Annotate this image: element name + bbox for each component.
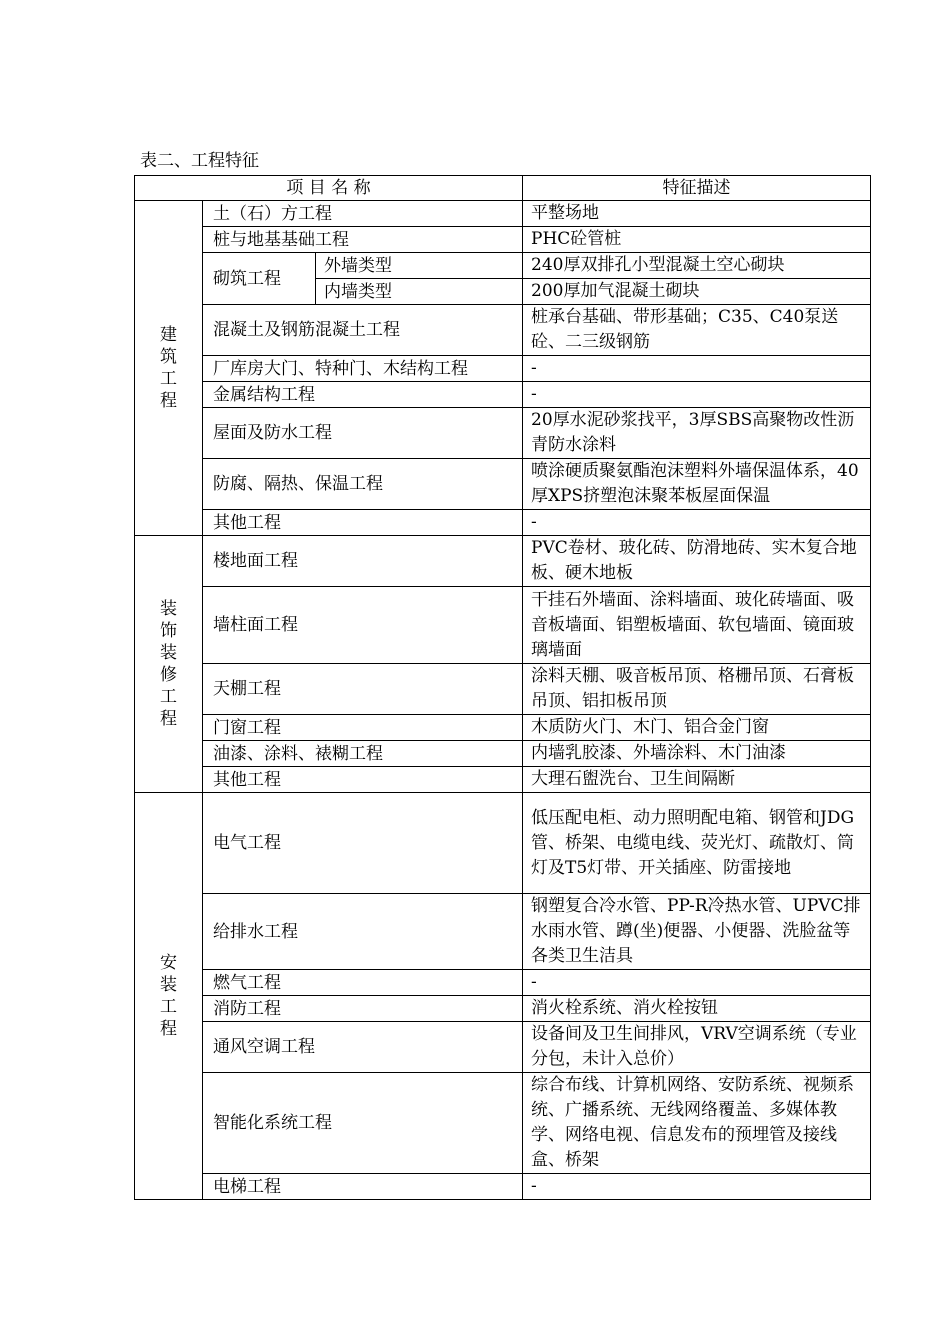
item-desc: PVC卷材、玻化砖、防滑地砖、实木复合地板、硬木地板 xyxy=(523,536,871,587)
item-desc: 设备间及卫生间排风，VRV空调系统（专业分包，未计入总价） xyxy=(523,1022,871,1073)
item-name: 天棚工程 xyxy=(203,664,523,715)
table-row xyxy=(135,587,871,664)
table-row xyxy=(135,253,871,279)
item-desc: 200厚加气混凝土砌块 xyxy=(523,279,871,305)
item-name: 楼地面工程 xyxy=(203,536,523,587)
header-desc: 特征描述 xyxy=(523,176,871,201)
table-row xyxy=(135,1174,871,1200)
item-name: 混凝土及钢筋混凝土工程 xyxy=(203,305,523,356)
table-row xyxy=(135,459,871,510)
table-row xyxy=(135,510,871,536)
item-name: 智能化系统工程 xyxy=(203,1073,523,1174)
item-desc: PHC砼管桩 xyxy=(523,227,871,253)
item-name: 电气工程 xyxy=(203,793,523,894)
item-desc: 木质防火门、木门、铝合金门窗 xyxy=(523,715,871,741)
item-desc: - xyxy=(523,1174,871,1200)
item-desc: 低压配电柜、动力照明配电箱、钢管和JDG管、桥架、电缆电线、荧光灯、疏散灯、筒灯及T5灯带、开关插座、防雷接地 xyxy=(523,793,871,894)
item-name: 金属结构工程 xyxy=(203,382,523,408)
item-desc: - xyxy=(523,970,871,996)
item-desc: - xyxy=(523,382,871,408)
table-row xyxy=(135,894,871,970)
item-desc: 20厚水泥砂浆找平，3厚SBS高聚物改性沥青防水涂料 xyxy=(523,408,871,459)
item-name: 其他工程 xyxy=(203,767,523,793)
engineering-features-table xyxy=(134,175,871,1200)
item-name: 厂库房大门、特种门、木结构工程 xyxy=(203,356,523,382)
table-row xyxy=(135,1073,871,1174)
item-desc: 喷涂硬质聚氨酯泡沫塑料外墙保温体系，40厚XPS挤塑泡沫聚苯板屋面保温 xyxy=(523,459,871,510)
category-decoration xyxy=(135,536,203,793)
header-name: 项 目 名 称 xyxy=(135,176,523,201)
sub-item-name: 外墙类型 xyxy=(316,253,523,279)
item-desc: - xyxy=(523,510,871,536)
item-desc: - xyxy=(523,356,871,382)
sub-item-name: 内墙类型 xyxy=(316,279,523,305)
item-name: 砌筑工程 xyxy=(203,253,316,305)
table-row xyxy=(135,767,871,793)
item-name: 电梯工程 xyxy=(203,1174,523,1200)
table-row xyxy=(135,1022,871,1073)
item-desc: 内墙乳胶漆、外墙涂料、木门油漆 xyxy=(523,741,871,767)
item-name: 墙柱面工程 xyxy=(203,587,523,664)
table-row xyxy=(135,201,871,227)
item-name: 通风空调工程 xyxy=(203,1022,523,1073)
item-desc: 消火栓系统、消火栓按钮 xyxy=(523,996,871,1022)
table-row xyxy=(135,664,871,715)
category-building xyxy=(135,201,203,536)
item-name: 土（石）方工程 xyxy=(203,201,523,227)
item-name: 门窗工程 xyxy=(203,715,523,741)
item-desc: 平整场地 xyxy=(523,201,871,227)
table-caption: 表二、工程特征 xyxy=(140,151,259,171)
item-desc: 桩承台基础、带形基础；C35、C40泵送砼、二三级钢筋 xyxy=(523,305,871,356)
table-row xyxy=(135,382,871,408)
table-row xyxy=(135,793,871,894)
item-desc: 钢塑复合冷水管、PP-R冷热水管、UPVC排水雨水管、蹲(坐)便器、小便器、洗脸盆等各类卫生洁具 xyxy=(523,894,871,970)
item-name: 油漆、涂料、裱糊工程 xyxy=(203,741,523,767)
item-desc: 干挂石外墙面、涂料墙面、玻化砖墙面、吸音板墙面、铝塑板墙面、软包墙面、镜面玻璃墙面 xyxy=(523,587,871,664)
table-row xyxy=(135,741,871,767)
table-row xyxy=(135,996,871,1022)
item-name: 其他工程 xyxy=(203,510,523,536)
table-row xyxy=(135,227,871,253)
category-label: 建筑工程 xyxy=(160,324,177,411)
item-desc: 大理石盥洗台、卫生间隔断 xyxy=(523,767,871,793)
item-name: 桩与地基基础工程 xyxy=(203,227,523,253)
item-name: 屋面及防水工程 xyxy=(203,408,523,459)
item-name: 给排水工程 xyxy=(203,894,523,970)
category-label: 装饰装修工程 xyxy=(160,598,177,729)
table-row xyxy=(135,305,871,356)
item-name: 燃气工程 xyxy=(203,970,523,996)
table-row xyxy=(135,970,871,996)
item-desc: 240厚双排孔小型混凝土空心砌块 xyxy=(523,253,871,279)
table-header-row xyxy=(135,176,871,201)
table-row xyxy=(135,356,871,382)
item-name: 防腐、隔热、保温工程 xyxy=(203,459,523,510)
table-row xyxy=(135,536,871,587)
category-label: 安装工程 xyxy=(160,952,177,1039)
category-installation xyxy=(135,793,203,1200)
item-desc: 涂料天棚、吸音板吊顶、格栅吊顶、石膏板吊顶、铝扣板吊顶 xyxy=(523,664,871,715)
table-row xyxy=(135,715,871,741)
item-name: 消防工程 xyxy=(203,996,523,1022)
table-row xyxy=(135,408,871,459)
item-desc: 综合布线、计算机网络、安防系统、视频系统、广播系统、无线网络覆盖、多媒体教学、网络电视、信息发布的预埋管及接线盒、桥架 xyxy=(523,1073,871,1174)
